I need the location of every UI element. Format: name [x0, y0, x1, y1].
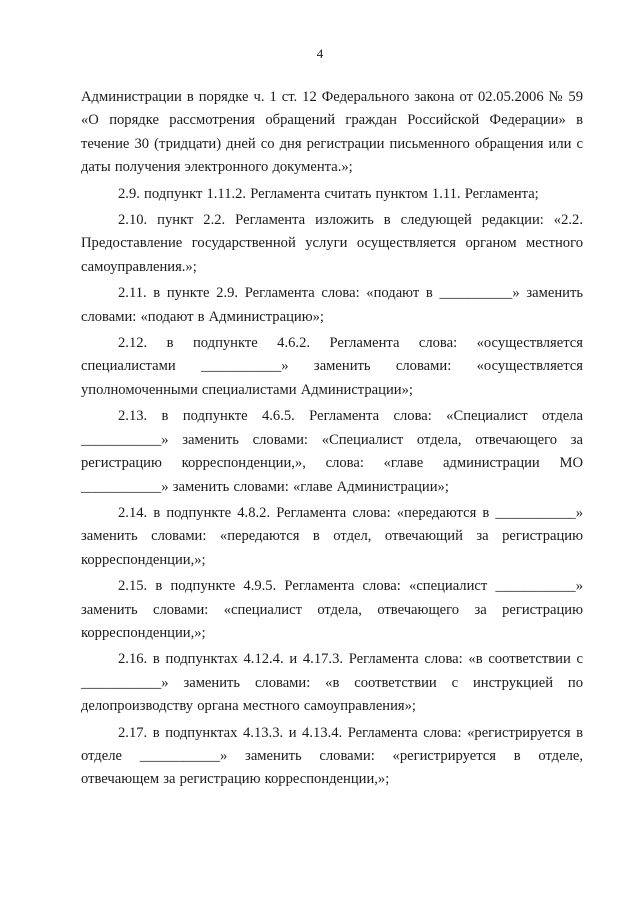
paragraph-2-14: 2.14. в подпункте 4.8.2. Регламента слова: «передаются в ___________» заменить словами: «передаются в отдел, отвечающий за регистрацию корреспонденции,»;	[81, 504, 583, 568]
paragraph-2-9: 2.9. подпункт 1.11.2. Регламента считать пунктом 1.11. Регламента;	[118, 185, 539, 202]
paragraph-2-12: 2.12. в подпункте 4.6.2. Регламента слова: «осуществляется специалистами ___________» заменить словами: «осуществляется уполномоченными специалистами Администрации»;	[81, 335, 583, 398]
paragraph-2-17: 2.17. в подпунктах 4.13.3. и 4.13.4. Регламента слова: «регистрируется в отделе ___________» заменить словами: «регистрируется в отделе, отвечающем за регистрацию корреспонденции,»;	[81, 724, 583, 788]
document-body	[81, 86, 583, 795]
paragraph-2-16: 2.16. в подпунктах 4.12.4. и 4.17.3. Регламента слова: «в соответствии с ___________» заменить словами: «в соответствии с инструкцией по делопроизводству органа местного самоуправления»;	[81, 651, 583, 715]
paragraph-2-15: 2.15. в подпункте 4.9.5. Регламента слова: «специалист ___________» заменить словами: «специалист отдела, отвечающего за регистрацию корреспонденции,»;	[81, 578, 583, 641]
paragraph-continuation: Администрации в порядке ч. 1 ст. 12 Федерального закона от 02.05.2006 № 59 «О порядке рассмотрения обращений граждан Российской Федерации» в течение 30 (тридцати) дней со дня регистрации письменного обращения или с даты получения электронного документа.»;	[81, 89, 583, 176]
page-number: 4	[316, 46, 324, 61]
paragraph-2-10: 2.10. пункт 2.2. Регламента изложить в следующей редакции: «2.2. Предоставление государственной услуги осуществляется органом местного самоуправления.»;	[81, 212, 583, 275]
paragraph-2-13: 2.13. в подпункте 4.6.5. Регламента слова: «Специалист отдела ___________» заменить словами: «Специалист отдела, отвечающего за регистрацию корреспонденции,», слова: «главе администрации МО ___________» заменить словами: «главе Администрации»;	[81, 408, 583, 495]
paragraph-2-11: 2.11. в пункте 2.9. Регламента слова: «подают в __________» заменить словами: «подают в Администрацию»;	[81, 285, 583, 325]
